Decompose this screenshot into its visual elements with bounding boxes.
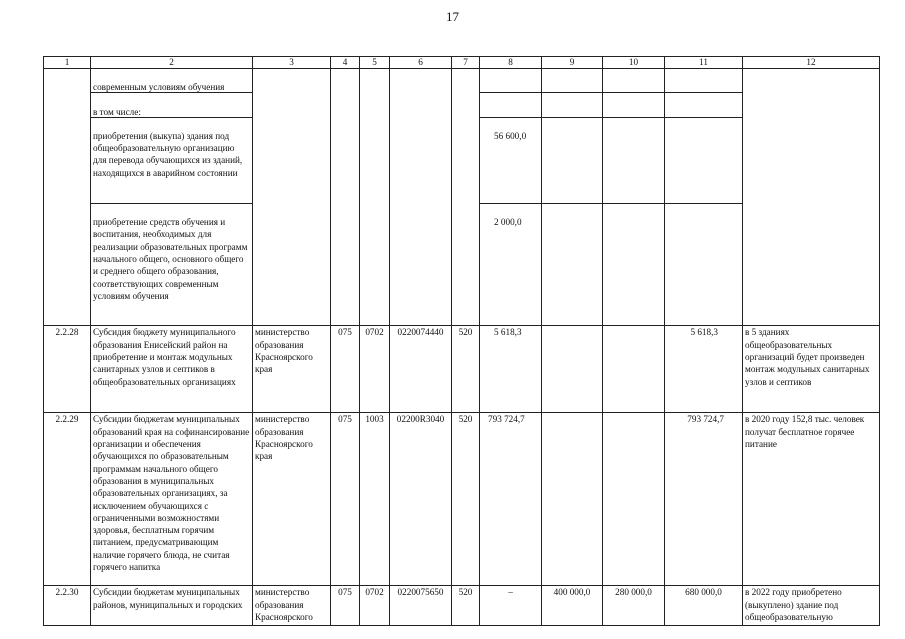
code-cell: 520 [452,326,480,413]
code-cell [452,69,480,326]
code-cell: 075 [331,413,360,586]
result-cell [743,69,880,326]
code-cell: 520 [452,413,480,586]
code-cell [390,69,452,326]
amount-value: 400 000,0 [542,586,603,626]
code-cell [331,69,360,326]
code-cell: 0702 [360,326,390,413]
code-cell: 0220074440 [390,326,452,413]
amount-total: 680 000,0 [665,586,743,626]
table-row [44,586,880,626]
code-cell: 075 [331,586,360,626]
column-number: 5 [360,57,390,69]
cont-name-line: приобретение средств обучения и воспитания, необходимых для реализации образовательных программ начального общего, основного общего и среднего общего образования, соответствующих современным условиям обучения [93,217,248,301]
code-cell: 1003 [360,413,390,586]
amount-value: 5 618,3 [480,326,542,413]
measure-name: Субсидии бюджетам муниципальных образований края на софинансирование организации и обеспечения обучающихся по образовательным программам начального общего образования в муниципальных образовательных организациях, за исключением обучающихся с ограниченными возможностями здоровья, бесплатным горячим питанием, предусматривающим наличие горячего блюда, не считая горячего напитка [91,413,253,586]
result-text: в 2020 году 152,8 тыс. человек получат бесплатное горячее питание [743,413,880,586]
row-number: 2.2.30 [44,586,91,626]
column-number: 12 [743,57,880,69]
column-number: 2 [91,57,253,69]
column-number: 7 [452,57,480,69]
code-cell: 0220075650 [390,586,452,626]
amount-cell [603,69,665,326]
column-number: 9 [542,57,603,69]
code-cell: 0702 [360,586,390,626]
cont-name-line: современным условиям обучения [91,81,252,93]
program-measures-table [43,56,880,626]
column-number: 4 [331,57,360,69]
amount-cell [665,69,743,326]
amount-total: 793 724,7 [665,413,743,586]
name-cell [91,69,253,326]
result-text: в 2022 году приобретено (выкуплено) здание под общеобразовательную [743,586,880,626]
code-cell: 520 [452,586,480,626]
amount-cell [542,69,603,326]
code-cell [360,69,390,326]
column-number: 6 [390,57,452,69]
table-row [44,69,880,326]
grbs-name: министерство образования Красноярского края [253,326,331,413]
column-number-row [44,57,880,69]
column-number: 11 [665,57,743,69]
measure-name: Субсидии бюджетам муниципальных районов, муниципальных и городских [91,586,253,626]
page-number: 17 [446,9,459,24]
grbs-name: министерство образования Красноярского края [253,413,331,586]
amount-value: 280 000,0 [603,586,665,626]
table-row [44,413,880,586]
column-number: 10 [603,57,665,69]
amount-value [542,326,603,413]
amount-value [603,326,665,413]
amount-cell [480,69,542,326]
column-number: 1 [44,57,91,69]
amount-value [542,413,603,586]
column-number: 3 [253,57,331,69]
amount-total: 5 618,3 [665,326,743,413]
table-row [44,326,880,413]
code-cell: 075 [331,326,360,413]
number-cell [44,69,91,326]
grbs-cell [253,69,331,326]
cont-name-line: в том числе: [91,106,252,118]
row-number: 2.2.28 [44,326,91,413]
row-number: 2.2.29 [44,413,91,586]
result-text: в 5 зданиях общеобразовательных организаций будет произведен монтаж модульных санитарных узлов и септиков [743,326,880,413]
amount-value: – [480,586,542,626]
amount-value: 2 000,0 [494,217,522,228]
grbs-name: министерство образования Красноярского [253,586,331,626]
column-number: 8 [480,57,542,69]
code-cell: 02200R3040 [390,413,452,586]
cont-name-line: приобретения (выкупа) здания под общеобразовательную организацию для перевода обучающихся из зданий, находящихся в аварийном состоянии [91,130,252,204]
amount-value: 56 600,0 [480,130,541,204]
amount-value: 793 724,7 [480,413,542,586]
measure-name: Субсидия бюджету муниципального образования Енисейский район на приобретение и монтаж модульных санитарных узлов и септиков в общеобразовательных организациях [91,326,253,413]
amount-value [603,413,665,586]
